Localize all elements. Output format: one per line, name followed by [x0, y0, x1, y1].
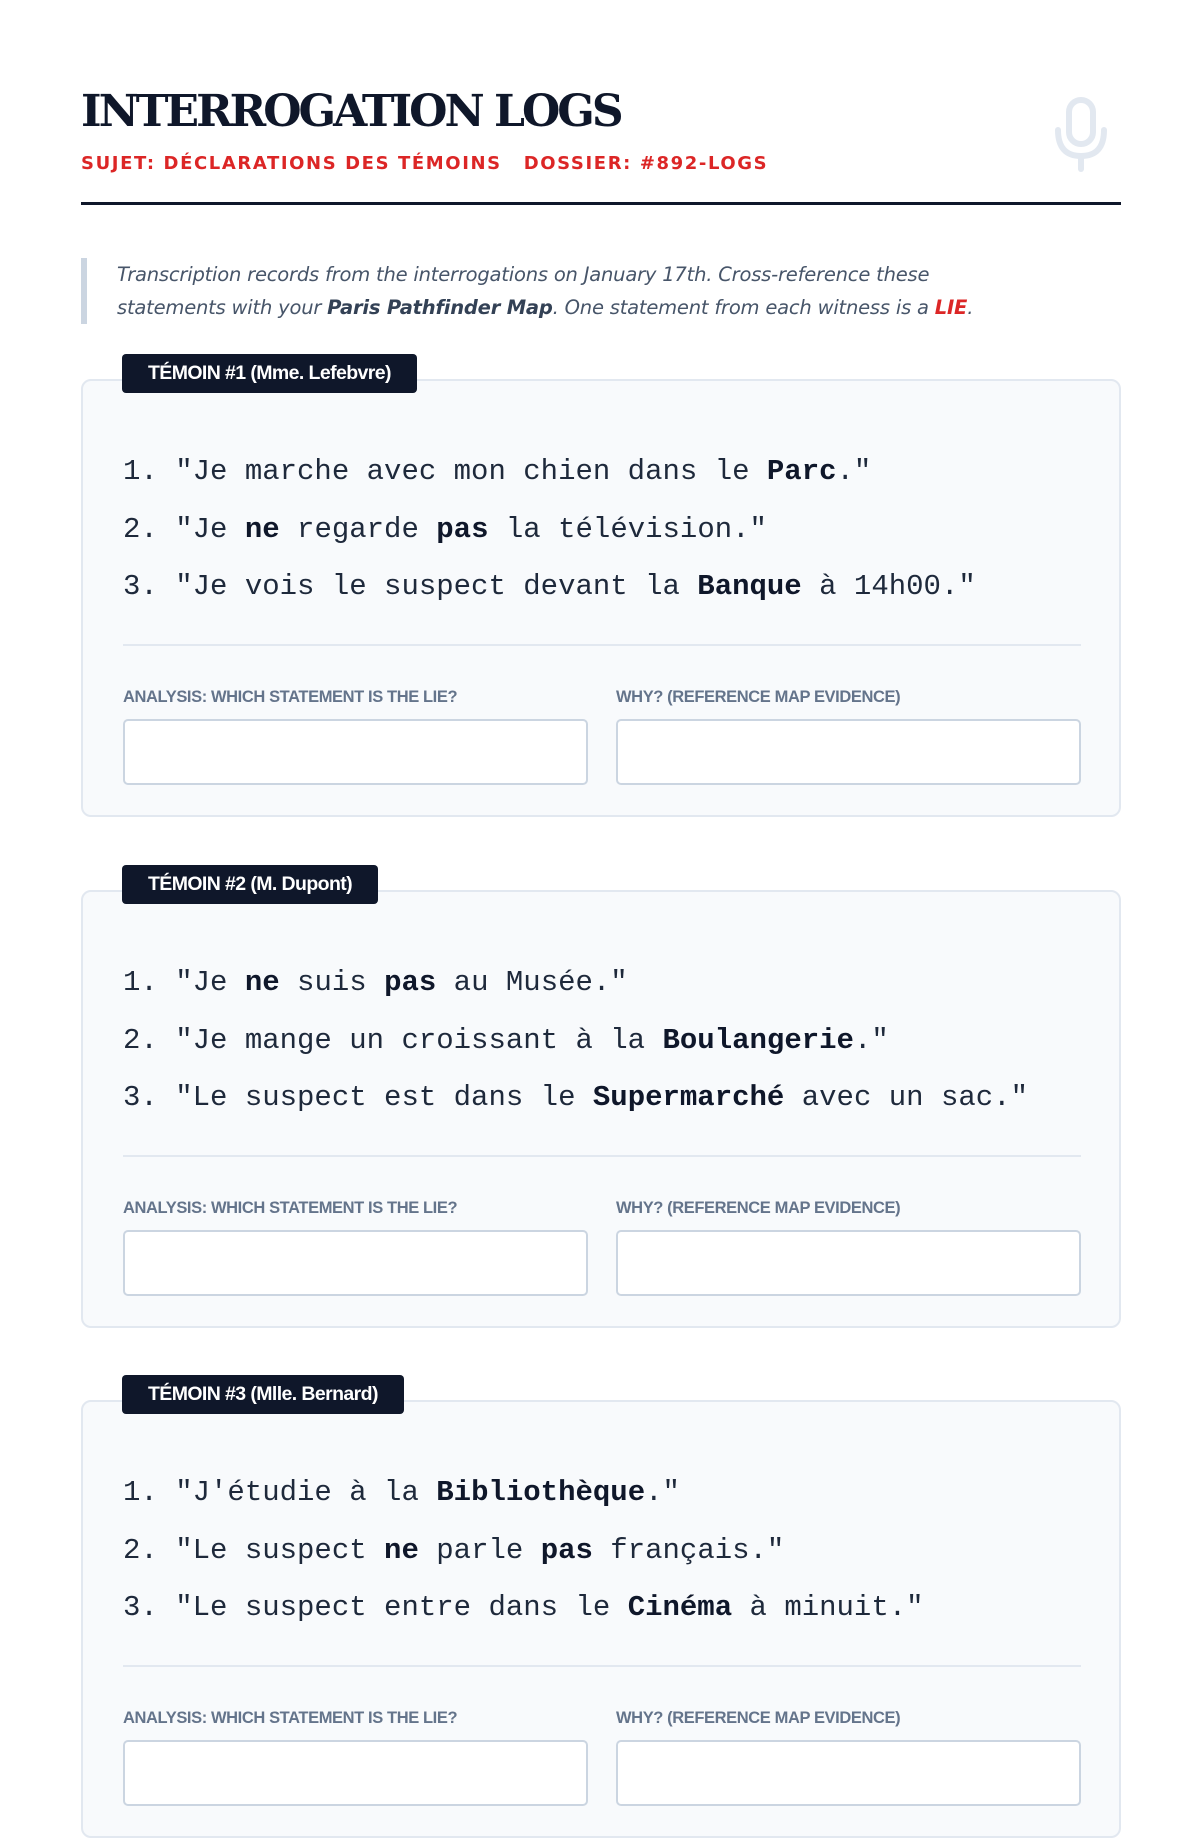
statement-keyword: ne — [384, 1533, 419, 1567]
statement-text: au Musée." — [436, 966, 628, 999]
statement-text: 2. "Je — [123, 512, 245, 546]
statement-text: 1. "Je marche avec mon chien dans le — [123, 455, 767, 488]
microphone-icon — [1053, 96, 1109, 172]
lie-question-label: ANALYSIS: WHICH STATEMENT IS THE LIE? — [123, 688, 458, 706]
lie-question-label: ANALYSIS: WHICH STATEMENT IS THE LIE? — [123, 1709, 458, 1727]
lie-highlight: LIE — [934, 296, 968, 319]
statement-text: français." — [592, 1533, 785, 1567]
statement-list — [123, 443, 976, 616]
why-answer-input[interactable] — [616, 1230, 1081, 1296]
statement-item — [123, 1069, 1028, 1127]
lie-answer-input[interactable] — [123, 719, 588, 785]
statement-keyword: Boulangerie — [662, 1023, 854, 1057]
statement-text: 2. "Je mange un croissant à la — [123, 1023, 663, 1057]
statement-item — [123, 501, 976, 559]
statement-list — [123, 1464, 924, 1637]
statement-text: 1. "J'étudie à la — [123, 1476, 437, 1509]
page-title: INTERROGATION LOGS — [81, 86, 621, 137]
intro-text: statements with your — [117, 296, 328, 319]
statement-text: 1. "Je — [123, 966, 245, 999]
intro-note — [81, 258, 1121, 324]
statement-keyword: ne — [244, 512, 280, 546]
divider — [123, 1155, 1081, 1157]
intro-text: . One statement from each witness is a — [552, 296, 935, 319]
statement-text: la télévision." — [488, 512, 767, 546]
why-question-label: WHY? (REFERENCE MAP EVIDENCE) — [616, 688, 901, 706]
lie-answer-input[interactable] — [123, 1230, 588, 1296]
statement-keyword: Cinéma — [627, 1591, 733, 1624]
statement-text: 3. "Je vois le suspect devant la — [123, 570, 698, 603]
lie-question-label: ANALYSIS: WHICH STATEMENT IS THE LIE? — [123, 1199, 458, 1217]
statement-list — [123, 954, 1028, 1127]
statement-text: 3. "Le suspect est dans le — [123, 1081, 593, 1114]
statement-keyword: pas — [384, 966, 437, 999]
statement-keyword: Supermarché — [592, 1081, 785, 1114]
intro-line-2 — [117, 291, 1121, 324]
page-header — [81, 84, 1121, 205]
statement-keyword: ne — [244, 966, 280, 999]
map-name: Paris Pathfinder Map — [327, 296, 553, 319]
subject-label: SUJET: DÉCLARATIONS DES TÉMOINS — [81, 153, 502, 174]
why-answer-input[interactable] — [616, 1740, 1081, 1806]
statement-keyword: pas — [436, 512, 489, 546]
divider — [123, 644, 1081, 646]
dossier-label: DOSSIER: #892-LOGS — [523, 153, 769, 174]
divider — [123, 1665, 1081, 1667]
intro-line-1 — [117, 258, 1121, 291]
statement-keyword: Parc — [766, 455, 837, 488]
statement-keyword: pas — [540, 1533, 593, 1567]
why-question-label: WHY? (REFERENCE MAP EVIDENCE) — [616, 1199, 901, 1217]
statement-text: à minuit." — [732, 1591, 924, 1624]
why-question-label: WHY? (REFERENCE MAP EVIDENCE) — [616, 1709, 901, 1727]
statement-text: regarde — [279, 512, 437, 546]
statement-keyword: Bibliothèque — [436, 1476, 646, 1509]
statement-item — [123, 1579, 924, 1637]
statement-text: 2. "Le suspect — [123, 1533, 385, 1567]
statement-text: à 14h00." — [801, 570, 976, 603]
statement-text: ." — [836, 455, 872, 488]
lie-answer-input[interactable] — [123, 1740, 588, 1806]
subtitle-line — [81, 150, 768, 178]
statement-text: 3. "Le suspect entre dans le — [123, 1591, 628, 1624]
witness-badge: TÉMOIN #1 (Mme. Lefebvre) — [122, 354, 417, 393]
witness-badge: TÉMOIN #2 (M. Dupont) — [122, 865, 378, 904]
witness-panel — [81, 379, 1121, 817]
why-answer-input[interactable] — [616, 719, 1081, 785]
statement-text: avec un sac." — [784, 1081, 1028, 1114]
statement-text: parle — [418, 1533, 541, 1567]
statement-item — [123, 1012, 1028, 1070]
statement-keyword: Banque — [697, 570, 802, 603]
statement-item — [123, 1522, 924, 1580]
statement-text: ." — [645, 1476, 680, 1509]
statement-item — [123, 954, 1028, 1012]
witness-panel — [81, 1400, 1121, 1838]
witness-panel — [81, 890, 1121, 1328]
intro-text: . — [967, 296, 974, 319]
statement-text: ." — [853, 1023, 889, 1057]
statement-item — [123, 443, 976, 501]
witness-badge: TÉMOIN #3 (Mlle. Bernard) — [122, 1375, 404, 1414]
statement-item — [123, 558, 976, 616]
statement-text: suis — [279, 966, 385, 999]
statement-item — [123, 1464, 924, 1522]
intro-text: Transcription records from the interrogations on January 17th. Cross-reference these — [117, 263, 930, 286]
